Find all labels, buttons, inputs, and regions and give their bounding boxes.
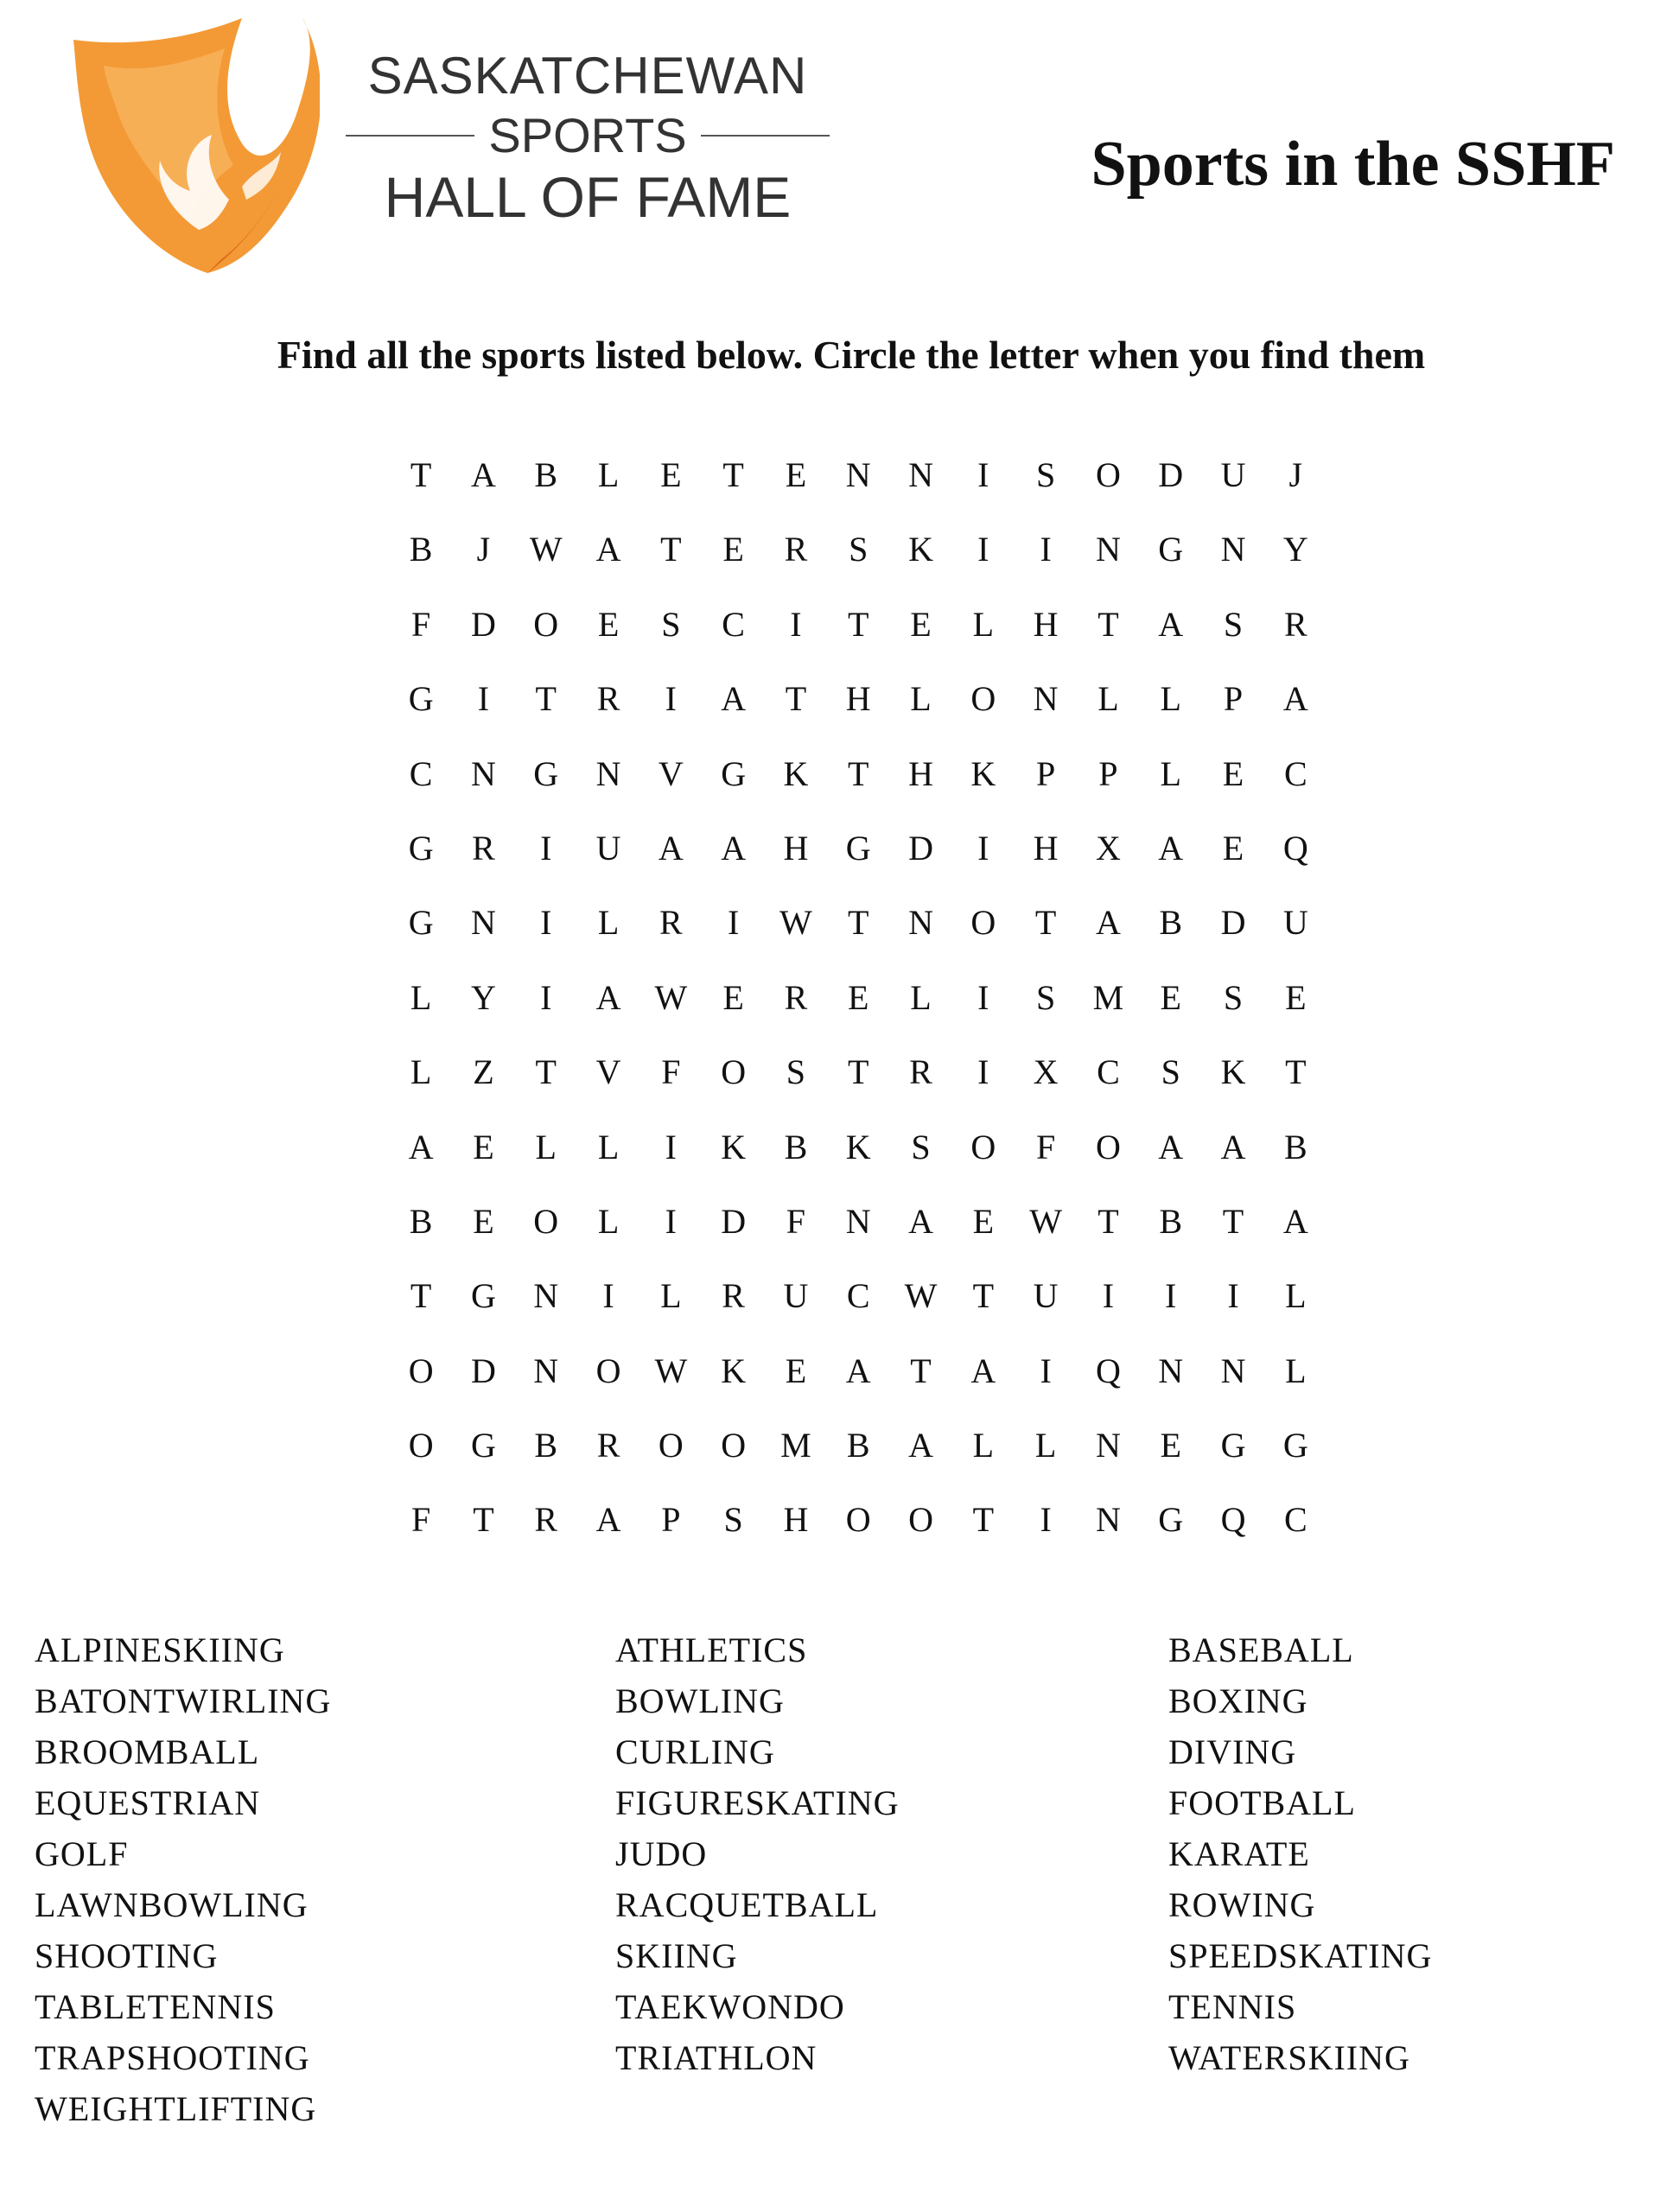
grid-letter[interactable]: A	[1282, 679, 1310, 719]
grid-letter[interactable]: W	[529, 530, 564, 569]
word-list-item: LAWNBOWLING	[35, 1885, 309, 1924]
grid-letter[interactable]: B	[409, 530, 435, 569]
grid-letter[interactable]: S	[661, 604, 683, 644]
grid-letter[interactable]: A	[1220, 1127, 1248, 1166]
word-list-item: KARATE	[1168, 1834, 1310, 1873]
grid-letter[interactable]: N	[533, 1276, 561, 1316]
grid-letter[interactable]: L	[410, 1052, 434, 1092]
grid-letter[interactable]: I	[665, 1127, 678, 1166]
grid-letter[interactable]: K	[845, 1127, 873, 1166]
grid-letter[interactable]: N	[1158, 1351, 1186, 1390]
grid-letter[interactable]: L	[597, 1201, 621, 1241]
grid-letter[interactable]: A	[595, 530, 623, 569]
grid-letter[interactable]: R	[784, 530, 810, 569]
grid-letter[interactable]: K	[721, 1351, 748, 1390]
grid-letter[interactable]: I	[977, 530, 991, 569]
grid-letter[interactable]: O	[970, 679, 998, 719]
grid-letter[interactable]: Z	[473, 1052, 496, 1092]
grid-letter[interactable]: V	[595, 1052, 623, 1092]
word-list-item: FIGURESKATING	[615, 1783, 900, 1822]
word-list-item: ATHLETICS	[615, 1630, 808, 1669]
grid-letter[interactable]: I	[665, 679, 678, 719]
grid-letter[interactable]: G	[408, 828, 436, 868]
grid-letter[interactable]: B	[534, 455, 560, 494]
grid-letter[interactable]: E	[1285, 977, 1308, 1017]
grid-letter[interactable]: F	[661, 1052, 683, 1092]
grid-letter[interactable]: N	[1220, 530, 1248, 569]
grid-letter[interactable]: C	[409, 753, 435, 793]
grid-letter[interactable]: G	[471, 1276, 498, 1316]
grid-letter[interactable]: B	[1159, 1201, 1185, 1241]
grid-letter[interactable]: F	[1035, 1127, 1058, 1166]
grid-letter[interactable]: O	[1095, 1127, 1123, 1166]
grid-letter[interactable]: S	[1223, 977, 1245, 1017]
grid-letter[interactable]: T	[410, 1276, 434, 1316]
word-list-item: BATONTWIRLING	[35, 1681, 332, 1720]
grid-letter[interactable]: G	[408, 903, 436, 943]
grid-letter[interactable]: G	[845, 828, 873, 868]
word-list	[35, 1624, 1642, 2134]
logo-line-sports	[346, 107, 830, 164]
grid-letter[interactable]: A	[1158, 604, 1186, 644]
grid-letter[interactable]: K	[1220, 1052, 1248, 1092]
grid-letter[interactable]: X	[1095, 828, 1123, 868]
grid-letter[interactable]: C	[1283, 1500, 1309, 1540]
grid-letter[interactable]: I	[977, 977, 991, 1017]
grid-letter[interactable]: O	[408, 1351, 436, 1390]
grid-letter[interactable]: Q	[1282, 828, 1310, 868]
grid-letter[interactable]: I	[1040, 530, 1053, 569]
grid-letter[interactable]: N	[1220, 1351, 1248, 1390]
grid-letter[interactable]: N	[471, 903, 498, 943]
grid-letter[interactable]: O	[970, 903, 998, 943]
word-list-item: DIVING	[1168, 1732, 1297, 1771]
word-list-item: WEIGHTLIFTING	[35, 2089, 317, 2128]
grid-letter[interactable]: T	[848, 753, 871, 793]
grid-letter[interactable]: W	[904, 1276, 939, 1316]
grid-letter[interactable]: C	[846, 1276, 872, 1316]
grid-letter[interactable]: E	[785, 1351, 809, 1390]
grid-letter[interactable]: L	[1160, 753, 1183, 793]
grid-letter[interactable]: D	[908, 828, 935, 868]
grid-letter[interactable]: L	[972, 1426, 996, 1465]
grid-letter[interactable]: Y	[471, 977, 498, 1017]
grid-letter[interactable]: R	[1283, 604, 1309, 644]
grid-letter[interactable]: U	[1033, 1276, 1060, 1316]
grid-letter[interactable]: R	[472, 828, 497, 868]
grid-letter[interactable]: N	[908, 455, 935, 494]
word-list-item: TABLETENNIS	[35, 1987, 276, 2026]
grid-letter[interactable]: A	[908, 1426, 935, 1465]
grid-letter[interactable]: O	[970, 1127, 998, 1166]
grid-letter[interactable]: O	[595, 1351, 623, 1390]
grid-letter[interactable]: I	[977, 828, 991, 868]
grid-letter[interactable]: U	[1220, 455, 1248, 494]
grid-letter[interactable]: A	[908, 1201, 935, 1241]
grid-letter[interactable]: E	[722, 530, 746, 569]
grid-letter[interactable]: I	[1102, 1276, 1117, 1316]
grid-letter[interactable]: I	[790, 604, 804, 644]
grid-letter[interactable]: C	[1097, 1052, 1122, 1092]
grid-letter[interactable]: F	[411, 604, 433, 644]
grid-letter[interactable]: F	[786, 1201, 808, 1241]
grid-letter[interactable]: B	[534, 1426, 560, 1465]
grid-letter[interactable]: I	[1227, 1276, 1241, 1316]
grid-letter[interactable]: N	[1033, 679, 1060, 719]
grid-letter[interactable]: K	[721, 1127, 748, 1166]
word-list-item: BOXING	[1168, 1681, 1308, 1720]
grid-letter[interactable]: E	[785, 455, 809, 494]
grid-letter[interactable]: K	[970, 753, 998, 793]
grid-letter[interactable]: D	[471, 604, 498, 644]
grid-letter[interactable]: T	[848, 1052, 871, 1092]
grid-letter[interactable]: L	[1034, 1426, 1059, 1465]
grid-letter[interactable]: S	[1035, 977, 1058, 1017]
logo-rule-left	[346, 135, 474, 137]
grid-letter[interactable]: A	[471, 455, 498, 494]
grid-letter[interactable]: I	[540, 903, 554, 943]
grid-letter[interactable]: T	[1222, 1201, 1246, 1241]
grid-letter[interactable]: T	[1285, 1052, 1308, 1092]
grid-letter[interactable]: O	[408, 1426, 436, 1465]
grid-letter[interactable]: L	[597, 455, 621, 494]
grid-letter[interactable]: S	[1035, 455, 1058, 494]
grid-letter[interactable]: N	[845, 1201, 873, 1241]
grid-letter[interactable]: J	[476, 530, 493, 569]
grid-letter[interactable]: N	[1095, 1500, 1123, 1540]
grid-letter[interactable]: E	[473, 1201, 496, 1241]
grid-letter[interactable]: L	[910, 977, 933, 1017]
word-list-item: TRIATHLON	[615, 2038, 818, 2077]
grid-letter[interactable]: L	[597, 1127, 621, 1166]
grid-letter[interactable]: E	[1222, 828, 1246, 868]
grid-letter[interactable]: I	[727, 903, 741, 943]
grid-letter[interactable]: S	[1161, 1052, 1182, 1092]
grid-letter[interactable]: L	[972, 604, 996, 644]
grid-letter[interactable]: D	[1220, 903, 1248, 943]
grid-letter[interactable]: R	[909, 1052, 934, 1092]
grid-letter[interactable]: E	[597, 604, 621, 644]
grid-letter[interactable]: R	[596, 679, 622, 719]
grid-letter[interactable]: L	[910, 679, 933, 719]
grid-letter[interactable]: S	[786, 1052, 808, 1092]
grid-letter[interactable]: S	[1223, 604, 1245, 644]
grid-letter[interactable]: B	[784, 1127, 810, 1166]
grid-letter[interactable]: I	[540, 828, 554, 868]
grid-letter[interactable]: L	[1098, 679, 1121, 719]
grid-letter[interactable]: T	[848, 903, 871, 943]
grid-letter[interactable]: N	[845, 455, 873, 494]
logo-wordmark	[346, 45, 830, 230]
grid-letter[interactable]: A	[1282, 1201, 1310, 1241]
grid-letter[interactable]: W	[779, 903, 814, 943]
grid-letter[interactable]: F	[411, 1500, 433, 1540]
grid-letter[interactable]: H	[783, 1500, 811, 1540]
hall-of-fame-flame-logo-icon	[69, 14, 320, 273]
grid-letter[interactable]: Q	[1220, 1500, 1248, 1540]
word-search-grid	[391, 449, 1327, 1569]
grid-letter[interactable]: G	[721, 753, 748, 793]
word-list-item: TENNIS	[1168, 1987, 1297, 2026]
grid-letter[interactable]: B	[1159, 903, 1185, 943]
grid-letter[interactable]: K	[908, 530, 935, 569]
grid-letter[interactable]: I	[1165, 1276, 1179, 1316]
grid-letter[interactable]: C	[1283, 753, 1309, 793]
grid-letter[interactable]: U	[595, 828, 623, 868]
grid-letter[interactable]: I	[1040, 1351, 1053, 1390]
grid-letter[interactable]: P	[1098, 753, 1120, 793]
word-list-item: ROWING	[1168, 1885, 1316, 1924]
logo-sports-text: SPORTS	[488, 108, 687, 162]
grid-letter[interactable]: E	[1222, 753, 1246, 793]
grid-letter[interactable]: N	[533, 1351, 561, 1390]
word-list-item: SPEEDSKATING	[1168, 1936, 1433, 1975]
grid-letter[interactable]: R	[722, 1276, 747, 1316]
grid-letter[interactable]: P	[1035, 753, 1058, 793]
grid-letter[interactable]: O	[533, 604, 561, 644]
grid-letter[interactable]: A	[970, 1351, 998, 1390]
grid-letter[interactable]: E	[910, 604, 933, 644]
grid-letter[interactable]: T	[535, 1052, 558, 1092]
grid-letter[interactable]: A	[721, 679, 748, 719]
word-list-item: SKIING	[615, 1936, 738, 1975]
grid-letter[interactable]: R	[659, 903, 684, 943]
grid-letter[interactable]: L	[1285, 1276, 1308, 1316]
grid-letter[interactable]: A	[658, 828, 685, 868]
grid-letter[interactable]: E	[1160, 1426, 1183, 1465]
grid-letter[interactable]: M	[780, 1426, 813, 1465]
word-list-item: SHOOTING	[35, 1936, 219, 1975]
grid-letter[interactable]: J	[1288, 455, 1305, 494]
grid-letter[interactable]: B	[409, 1201, 435, 1241]
grid-letter[interactable]: E	[972, 1201, 996, 1241]
grid-letter[interactable]: T	[1098, 604, 1121, 644]
grid-letter[interactable]: I	[977, 455, 991, 494]
grid-letter[interactable]: E	[473, 1127, 496, 1166]
grid-letter[interactable]: T	[848, 604, 871, 644]
grid-letter[interactable]: G	[1220, 1426, 1248, 1465]
grid-letter[interactable]: L	[597, 903, 621, 943]
grid-letter[interactable]: O	[721, 1426, 748, 1465]
grid-letter[interactable]: T	[785, 679, 809, 719]
grid-letter[interactable]: B	[846, 1426, 872, 1465]
grid-letter[interactable]: N	[1095, 1426, 1123, 1465]
grid-letter[interactable]: O	[658, 1426, 685, 1465]
word-list-item: TAEKWONDO	[615, 1987, 845, 2026]
word-list-item: JUDO	[615, 1834, 708, 1873]
grid-letter[interactable]: H	[908, 753, 935, 793]
grid-letter[interactable]: W	[1029, 1201, 1064, 1241]
word-list-item: BASEBALL	[1168, 1630, 1354, 1669]
grid-letter[interactable]: T	[910, 1351, 933, 1390]
grid-letter[interactable]: G	[1282, 1426, 1310, 1465]
grid-letter[interactable]: U	[1282, 903, 1310, 943]
word-list-item: EQUESTRIAN	[35, 1783, 261, 1822]
grid-letter[interactable]: L	[660, 1276, 684, 1316]
page-title: Sports in the SSHF	[1091, 129, 1615, 200]
grid-letter[interactable]: N	[471, 753, 498, 793]
logo-line-hall-of-fame: HALL OF FAME	[384, 165, 792, 229]
word-list-item: BOWLING	[615, 1681, 785, 1720]
grid-letter[interactable]: D	[1158, 455, 1186, 494]
grid-letter[interactable]: T	[972, 1500, 996, 1540]
grid-letter[interactable]: P	[1223, 679, 1245, 719]
grid-letter[interactable]: K	[783, 753, 811, 793]
grid-letter[interactable]: S	[723, 1500, 745, 1540]
word-list-item: WATERSKIING	[1168, 2038, 1410, 2077]
grid-letter[interactable]: D	[721, 1201, 748, 1241]
word-list-item: FOOTBALL	[1168, 1783, 1356, 1822]
grid-letter[interactable]: G	[408, 679, 436, 719]
word-list-item: RACQUETBALL	[615, 1885, 879, 1924]
grid-letter[interactable]: H	[1033, 828, 1060, 868]
grid-letter[interactable]: I	[540, 977, 554, 1017]
grid-letter[interactable]: A	[595, 1500, 623, 1540]
grid-letter[interactable]: Y	[1282, 530, 1310, 569]
grid-letter[interactable]: B	[1283, 1127, 1309, 1166]
grid-letter[interactable]: L	[1160, 679, 1183, 719]
grid-letter[interactable]: V	[658, 753, 685, 793]
grid-letter[interactable]: A	[721, 828, 748, 868]
grid-letter[interactable]: N	[1095, 530, 1123, 569]
grid-letter[interactable]: T	[972, 1276, 996, 1316]
grid-letter[interactable]: H	[783, 828, 811, 868]
grid-letter[interactable]: I	[665, 1201, 678, 1241]
grid-letter[interactable]: T	[1034, 903, 1059, 943]
grid-letter[interactable]: E	[722, 977, 746, 1017]
grid-letter[interactable]: O	[845, 1500, 873, 1540]
grid-letter[interactable]: T	[535, 679, 558, 719]
word-list-item: TRAPSHOOTING	[35, 2038, 310, 2077]
grid-letter[interactable]: T	[473, 1500, 496, 1540]
grid-letter[interactable]: T	[722, 455, 746, 494]
grid-letter[interactable]: A	[595, 977, 623, 1017]
grid-letter[interactable]: U	[783, 1276, 811, 1316]
grid-letter[interactable]: R	[596, 1426, 622, 1465]
grid-letter[interactable]: A	[1095, 903, 1123, 943]
grid-letter[interactable]: O	[1095, 455, 1123, 494]
grid-letter[interactable]: N	[908, 903, 935, 943]
grid-letter[interactable]: T	[660, 530, 684, 569]
grid-letter[interactable]: S	[911, 1127, 932, 1166]
grid-letter[interactable]: L	[410, 977, 434, 1017]
grid-letter[interactable]: I	[1040, 1500, 1053, 1540]
grid-letter[interactable]: A	[1158, 1127, 1186, 1166]
grid-letter[interactable]: G	[1158, 530, 1186, 569]
grid-letter[interactable]: N	[595, 753, 623, 793]
grid-letter[interactable]: P	[661, 1500, 683, 1540]
grid-letter[interactable]: O	[533, 1201, 561, 1241]
word-list-item: BROOMBALL	[35, 1732, 260, 1771]
grid-letter[interactable]: G	[1158, 1500, 1186, 1540]
word-list-item: CURLING	[615, 1732, 775, 1771]
grid-letter[interactable]: Q	[1095, 1351, 1123, 1390]
grid-letter[interactable]: A	[408, 1127, 436, 1166]
grid-letter[interactable]: D	[471, 1351, 498, 1390]
grid-letter[interactable]: H	[1033, 604, 1060, 644]
grid-letter[interactable]: G	[471, 1426, 498, 1465]
grid-letter[interactable]: W	[654, 1351, 690, 1390]
grid-letter[interactable]: R	[534, 1500, 560, 1540]
grid-letter[interactable]: G	[533, 753, 561, 793]
instructions-text: Find all the sports listed below. Circle the letter when you find them	[277, 333, 1426, 377]
grid-letter[interactable]: A	[845, 1351, 873, 1390]
grid-letter[interactable]: E	[848, 977, 871, 1017]
grid-letter[interactable]: O	[721, 1052, 748, 1092]
grid-letter[interactable]: I	[602, 1276, 616, 1316]
grid-letter[interactable]: L	[535, 1127, 558, 1166]
grid-letter[interactable]: A	[1158, 828, 1186, 868]
grid-letter[interactable]: L	[1285, 1351, 1308, 1390]
grid-letter[interactable]: E	[1160, 977, 1183, 1017]
grid-letter[interactable]: S	[849, 530, 870, 569]
grid-letter[interactable]: R	[784, 977, 810, 1017]
grid-letter[interactable]: I	[477, 679, 492, 719]
grid-letter[interactable]: W	[654, 977, 690, 1017]
word-list-item: ALPINESKIING	[35, 1630, 285, 1669]
grid-letter[interactable]: I	[977, 1052, 991, 1092]
logo-rule-right	[701, 135, 830, 137]
logo-line-saskatchewan: SASKATCHEWAN	[367, 47, 808, 105]
grid-letter[interactable]: C	[722, 604, 747, 644]
word-list-item: GOLF	[35, 1834, 129, 1873]
grid-letter[interactable]: T	[1098, 1201, 1121, 1241]
grid-letter[interactable]: H	[845, 679, 873, 719]
grid-letter[interactable]: E	[660, 455, 684, 494]
grid-letter[interactable]: M	[1092, 977, 1126, 1017]
grid-letter[interactable]: X	[1033, 1052, 1060, 1092]
grid-letter[interactable]: T	[410, 455, 434, 494]
grid-letter[interactable]: O	[908, 1500, 935, 1540]
